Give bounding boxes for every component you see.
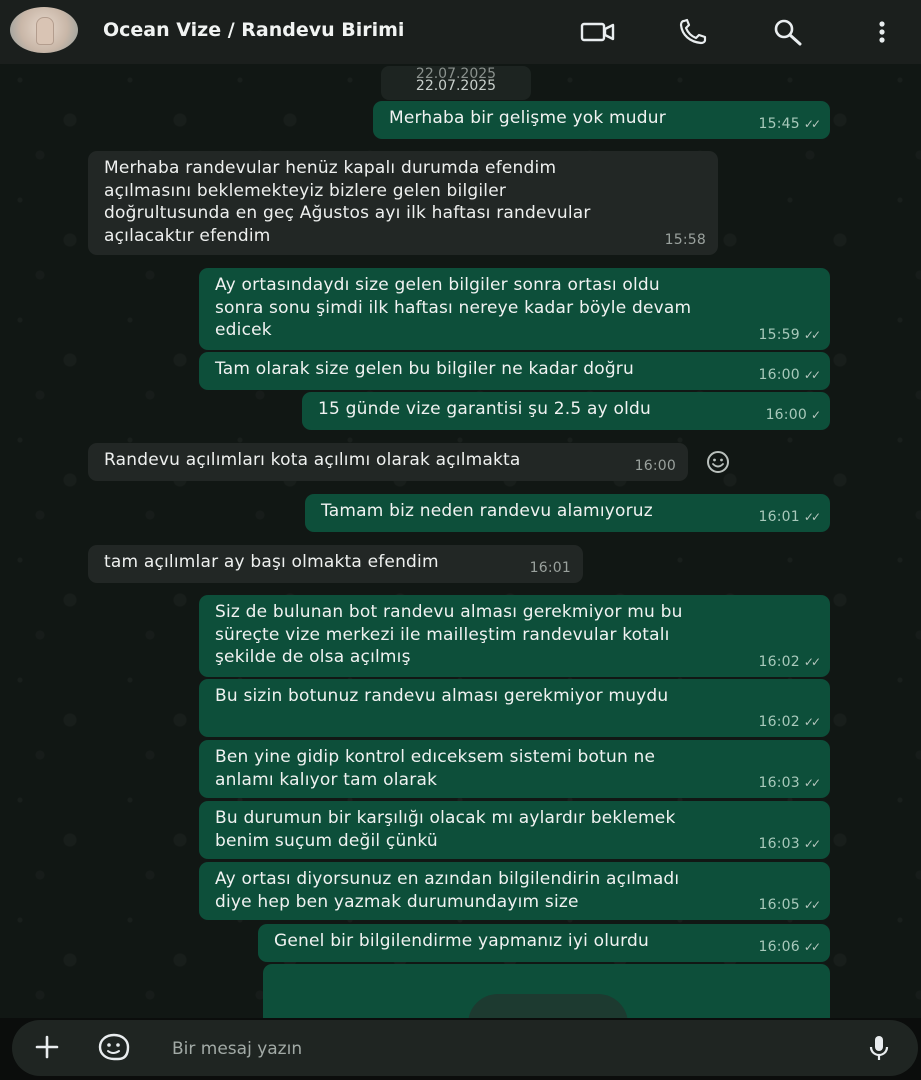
message-input-container [12, 1020, 918, 1076]
composer-bar [0, 1018, 921, 1080]
read-receipt-icon: ✓✓ [803, 775, 818, 790]
message-bubble-incoming[interactable] [88, 443, 688, 481]
message-bubble-incoming[interactable] [88, 545, 583, 583]
avatar[interactable] [10, 7, 78, 53]
message-text: Siz de bulunan bot randevu alması gerekmiyor mu bu süreçte vize merkezi ile mailleştim randevular kotalı şekilde de olsa açılmış [215, 602, 683, 667]
message-bubble-outgoing[interactable] [302, 392, 830, 430]
message-text: Merhaba bir gelişme yok mudur [389, 108, 666, 128]
more-options-icon[interactable] [864, 16, 900, 48]
message-time: 16:01 [529, 559, 571, 576]
message-text: Ay ortasındaydı size gelen bilgiler sonra ortası oldu sonra sonu şimdi ilk haftası nereye kadar böyle devam edicek [215, 275, 692, 340]
message-bubble-outgoing[interactable] [373, 101, 830, 139]
read-receipt-icon: ✓✓ [803, 509, 818, 524]
message-time: 16:03 [758, 835, 800, 852]
message-text: Randevu açılımları kota açılımı olarak açılmakta [104, 450, 521, 470]
message-text: Bu sizin botunuz randevu alması gerekmiyor muydu [215, 686, 669, 706]
message-bubble-outgoing[interactable] [199, 679, 830, 737]
message-bubble-outgoing[interactable] [199, 352, 830, 390]
search-icon[interactable] [770, 16, 806, 48]
message-time: 16:00 [765, 406, 807, 423]
read-receipt-icon: ✓✓ [803, 714, 818, 729]
message-bubble-outgoing[interactable] [199, 801, 830, 859]
message-time: 15:45 [758, 115, 800, 132]
read-receipt-icon: ✓✓ [803, 897, 818, 912]
message-time: 16:02 [758, 713, 800, 730]
message-text: Ay ortası diyorsunuz en azından bilgilendirin açılmadı diye hep ben yazmak durumundayım size [215, 869, 680, 912]
add-reaction-icon[interactable] [704, 450, 732, 474]
message-bubble-incoming[interactable] [88, 151, 718, 255]
date-separator-ghost: 22.07.2025 [415, 66, 497, 79]
message-bubble-outgoing[interactable] [199, 595, 830, 677]
delivered-icon: ✓ [810, 407, 818, 422]
message-time: 15:59 [758, 326, 800, 343]
date-separator [381, 66, 531, 100]
message-time: 16:00 [758, 366, 800, 383]
message-text: Tam olarak size gelen bu bilgiler ne kadar doğru [215, 359, 634, 379]
message-time: 16:00 [634, 457, 676, 474]
message-bubble-outgoing[interactable] [258, 924, 830, 962]
message-time: 15:58 [664, 231, 706, 248]
sticker-icon[interactable] [96, 1032, 132, 1062]
message-text: 15 günde vize garantisi şu 2.5 ay oldu [318, 399, 652, 419]
microphone-icon[interactable] [868, 1034, 890, 1062]
message-bubble-outgoing[interactable] [199, 862, 830, 920]
video-call-icon[interactable] [580, 16, 616, 48]
read-receipt-icon: ✓✓ [803, 367, 818, 382]
attach-plus-icon[interactable] [34, 1034, 60, 1060]
read-receipt-icon: ✓✓ [803, 939, 818, 954]
date-separator-label: 22.07.2025 [415, 78, 497, 94]
message-text: tam açılımlar ay başı olmakta efendim [104, 552, 439, 572]
message-bubble-outgoing[interactable] [305, 494, 830, 532]
message-time: 16:05 [758, 896, 800, 913]
message-time: 16:06 [758, 938, 800, 955]
message-text: Tamam biz neden randevu alamıyoruz [321, 501, 653, 521]
voice-call-icon[interactable] [676, 16, 712, 48]
message-text: Genel bir bilgilendirme yapmanız iyi olurdu [274, 931, 649, 951]
chat-title[interactable]: Ocean Vize / Randevu Birimi [103, 19, 405, 41]
message-text: Bu durumun bir karşılığı olacak mı aylardır beklemek benim suçum değil çünkü [215, 808, 676, 851]
message-time: 16:03 [758, 774, 800, 791]
message-text: Merhaba randevular henüz kapalı durumda efendim açılmasını beklemekteyiz bizlere gelen bilgiler doğrultusunda en geç Ağustos ayı ilk haftası randevular açılacaktır efendim [104, 158, 591, 246]
message-input[interactable]: Bir mesaj yazın [172, 1039, 303, 1059]
message-bubble-outgoing[interactable] [199, 740, 830, 798]
message-time: 16:02 [758, 653, 800, 670]
read-receipt-icon: ✓✓ [803, 836, 818, 851]
read-receipt-icon: ✓✓ [803, 327, 818, 342]
read-receipt-icon: ✓✓ [803, 654, 818, 669]
message-text: Ben yine gidip kontrol edıceksem sistemi botun ne anlamı kalıyor tam olarak [215, 747, 656, 790]
chat-header [0, 0, 921, 64]
read-receipt-icon: ✓✓ [803, 116, 818, 131]
message-time: 16:01 [758, 508, 800, 525]
message-bubble-outgoing[interactable] [199, 268, 830, 350]
